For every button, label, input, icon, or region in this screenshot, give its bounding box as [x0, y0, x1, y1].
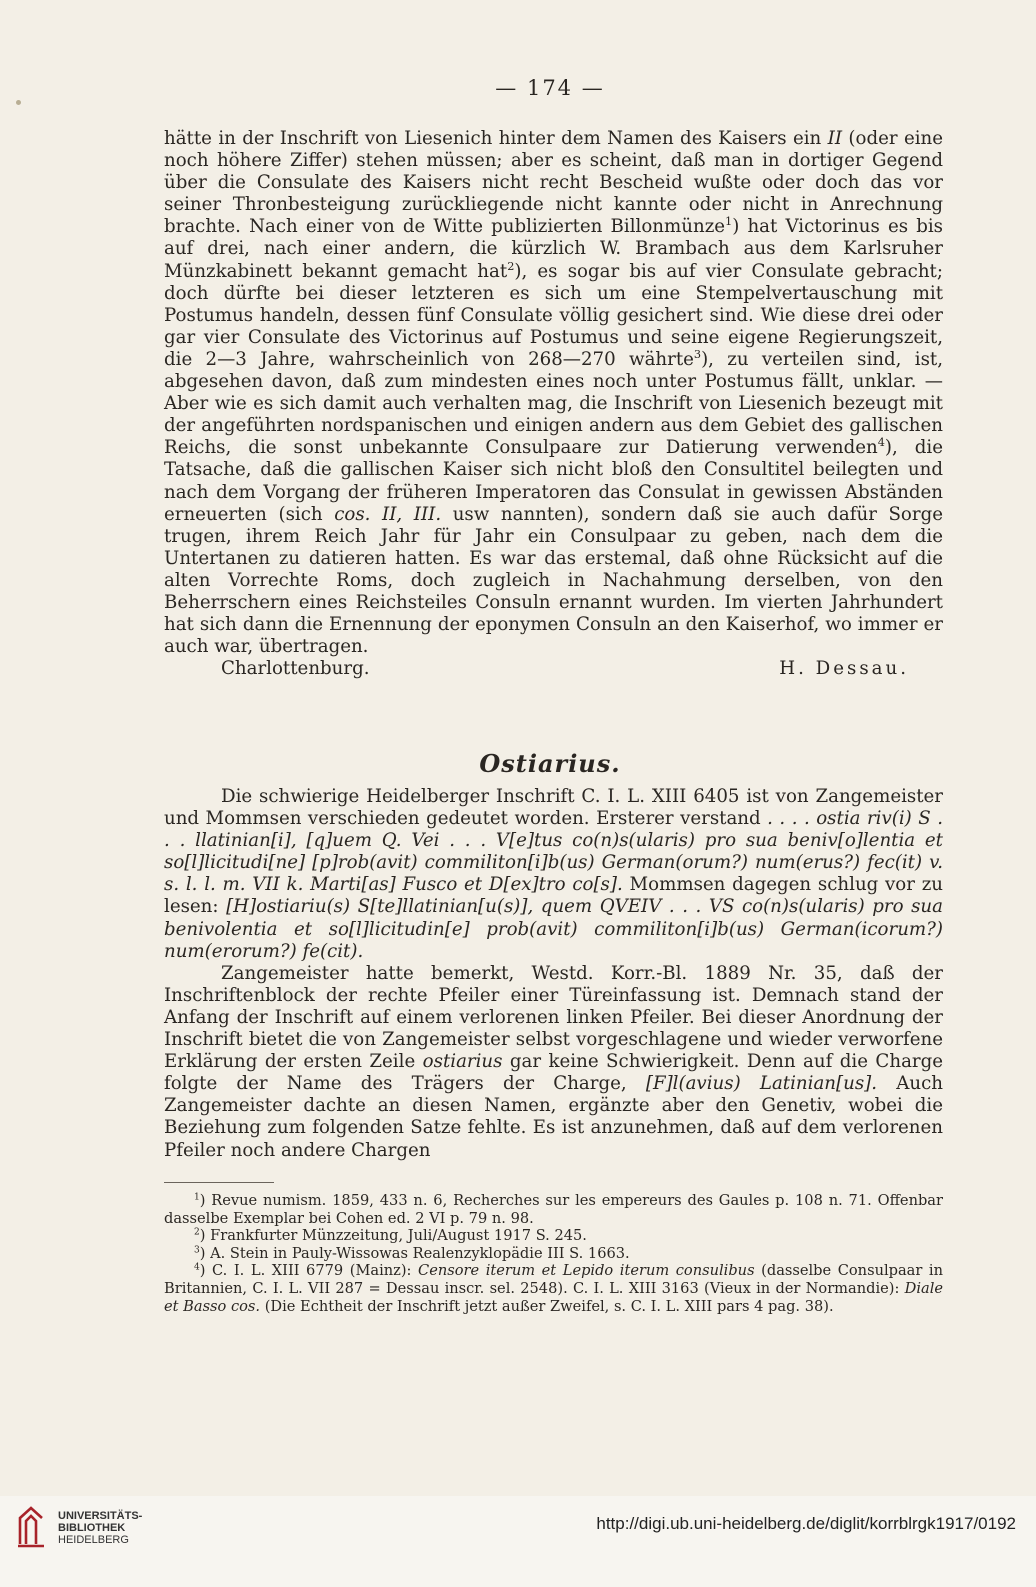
scan-speck — [16, 100, 21, 105]
library-logo-icon — [16, 1504, 46, 1548]
signature-line — [164, 658, 943, 680]
footnote-1: $^1$) Revue numism. 1859, 433 n. 6, Recherches sur les empereurs des Gaules p. 108 n. 71. Offenbar dasselbe Exemplar bei Cohen ed. 2 VI p. 79 n. 98. — [164, 1192, 943, 1227]
signature-place: Charlottenburg. — [221, 658, 370, 680]
footnote-3: $^3$) A. Stein in Pauly-Wissowas Realenzyklopädie III S. 1663. — [194, 1244, 630, 1262]
source-url-link[interactable]: http://digi.ub.uni-heidelberg.de/diglit/korrblrgk1917/0192 — [596, 1514, 1016, 1533]
library-name: UNIVERSITÄTS- BIBLIOTHEK HEIDELBERG — [58, 1510, 143, 1546]
footnote-2: $^2$) Frankfurter Münzzeitung, Juli/August 1917 S. 245. — [194, 1227, 587, 1245]
body-text-upper — [164, 128, 943, 680]
footer-bar — [0, 1496, 1036, 1587]
section-heading: Ostiarius. — [479, 749, 621, 778]
signature-author: H. Dessau. — [779, 658, 909, 680]
body-text-lower — [164, 786, 943, 1162]
paragraph-2: Die schwierige Heidelberger Inschrift C. I. L. XIII 6405 ist von Zangemeister und Mommsen verschieden gedeutet worden. Ersterer verstand . . . . ostia riv(i) S . . . llatinian[i], [q]uem Q. Vei . . . V[e]tus co(n)s(ularis) pro sua beniv[o]lentia et so[l]licitudi[ne] [p]rob(avit) commiliton[i]b(us) German(orum?) num(erus?) fec(it) v. s. l. l. m. VII k. Marti[as] Fusco et D[ex]tro co[s]. Mommsen dagegen schlug vor zu lesen: [H]ostiariu(s) S[te]llatinian[u(s)], quem QVEIV . . . VS co(n)s(ularis) pro sua benivolentia et so[l]licitudin[e] prob(avit) commiliton[i]b(us) German(icorum?) num(erorum?) fe(cit). — [164, 786, 943, 962]
page-number: — 174 — — [495, 76, 605, 100]
footnote-divider — [164, 1182, 274, 1183]
paragraph-3: Zangemeister hatte bemerkt, Westd. Korr.-Bl. 1889 Nr. 35, daß der Inschriftenblock der rechte Pfeiler einer Türeinfassung ist. Demnach stand der Anfang der Inschrift auf einem verlorenen linken Pfeiler. Bei dieser Anordnung der Inschrift bietet die von Zangemeister selbst vorgeschlagene und wieder verworfene Erklärung der ersten Zeile ostiarius gar keine Schwierigkeit. Denn auf die Charge folgte der Name des Trägers der Charge, [F]l(avius) Latinian[us]. Auch Zangemeister dachte an diesen Namen, ergänzte aber den Genetiv, wobei die Beziehung zum folgenden Satze fehlte. Es ist anzunehmen, daß auf dem verlorenen Pfeiler noch andere Chargen — [164, 962, 944, 1161]
footnotes — [164, 1192, 943, 1315]
paragraph-1: hätte in der Inschrift von Liesenich hinter dem Namen des Kaisers ein II (oder eine noch höhere Ziffer) stehen müssen; aber es scheint, daß man in dortiger Gegend über die Consulate des Kaisers nicht recht Bescheid wußte oder doch das vor seiner Thronbesteigung zurückliegende nicht kannte oder nicht in Anrechnung brachte. Nach einer von de Witte publizierten Billonmünze$^1$) hat Victorinus es bis auf drei, nach einer andern, die kürzlich W. Brambach aus dem Karlsruher Münzkabinett bekannt gemacht hat$^2$), es sogar bis auf vier Consulate gebracht; doch dürfte bei dieser letzteren es sich um eine Stempelvertauschung mit Postumus handeln, dessen fünf Consulate völlig gesichert sind. Wie diese drei oder gar vier Consulate des Victorinus auf Postumus und seine eigene Regierungszeit, die 2—3 Jahre, wahrscheinlich von 268—270 währte$^3$), zu verteilen sind, ist, abgesehen davon, daß zum mindesten eines noch unter Postumus fällt, unklar. — Aber wie es sich damit auch verhalten mag, die Inschrift von Liesenich bezeugt mit der angeführten nordspanischen und einigen andern aus dem Gebiet des gallischen Reichs, die sonst unbekannte Consulpaare zur Datierung verwenden$^4$), die Tatsache, daß die gallischen Kaiser sich nicht bloß den Consultitel beilegten und nach dem Vorgang der früheren Imperatoren das Consulat in gewissen Abständen erneuerten (sich cos. II, III. usw nannten), sondern daß sie auch dafür Sorge trugen, ihrem Reich Jahr für Jahr ein Consulpaar zu geben, nach dem die Untertanen zu datieren hatten. Es war das erstemal, daß ohne Rücksicht auf die alten Vorrechte Roms, doch zugleich in Nachahmung derselben, von den Beherrschern eines Reichsteiles Consuln ernannt wurden. Im vierten Jahrhundert hat sich dann die Ernennung der eponymen Consuln an den Kaiserhof, wo immer er auch war, übertragen. — [164, 128, 944, 658]
footnote-4: $^4$) C. I. L. XIII 6779 (Mainz): Censore iterum et Lepido iterum consulibus (dasselbe Consulpaar in Britannien, C. I. L. VII 287 = Dessau inscr. sel. 2548). C. I. L. XIII 3163 (Vieux in der Normandie): Diale et Basso cos. (Die Echtheit der Inschrift jetzt außer Zweifel, s. C. I. L. XIII pars 4 pag. 38). — [164, 1262, 944, 1315]
